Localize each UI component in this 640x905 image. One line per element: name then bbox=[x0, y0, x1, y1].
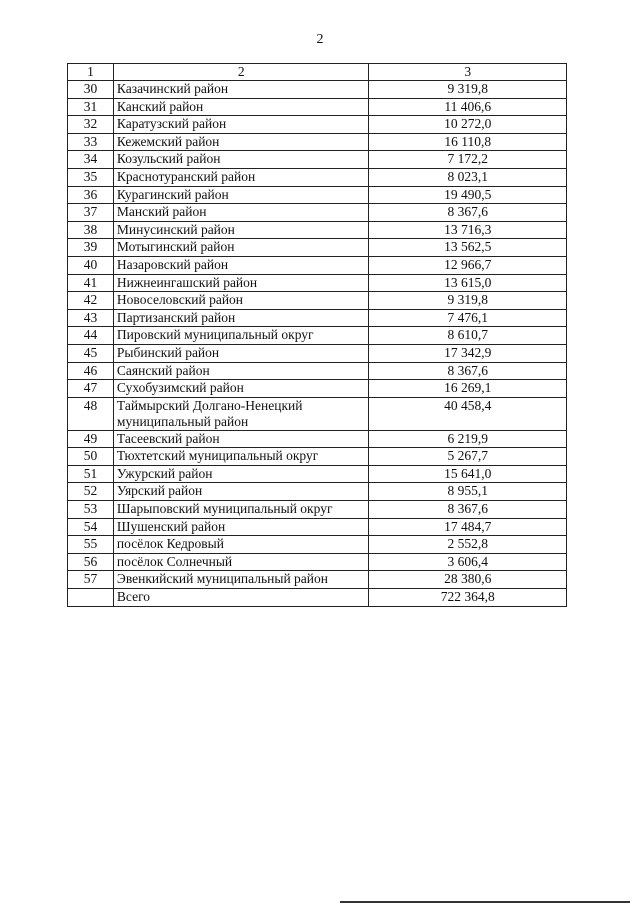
row-value: 13 716,3 bbox=[369, 221, 567, 239]
row-number: 33 bbox=[68, 133, 114, 151]
row-number: 43 bbox=[68, 309, 114, 327]
row-number: 41 bbox=[68, 274, 114, 292]
row-number: 56 bbox=[68, 553, 114, 571]
row-value: 10 272,0 bbox=[369, 116, 567, 134]
row-number: 50 bbox=[68, 448, 114, 466]
table-row bbox=[68, 98, 567, 116]
row-name: Новоселовский район bbox=[113, 292, 369, 310]
row-name: Тасеевский район bbox=[113, 430, 369, 448]
row-value: 3 606,4 bbox=[369, 553, 567, 571]
row-number: 53 bbox=[68, 501, 114, 519]
row-value: 8 610,7 bbox=[369, 327, 567, 345]
row-name: посёлок Солнечный bbox=[113, 553, 369, 571]
row-name: Уярский район bbox=[113, 483, 369, 501]
table-row bbox=[68, 116, 567, 134]
row-number: 38 bbox=[68, 221, 114, 239]
table-row bbox=[68, 168, 567, 186]
table-row bbox=[68, 239, 567, 257]
table-row bbox=[68, 151, 567, 169]
row-value: 17 342,9 bbox=[369, 344, 567, 362]
row-name: Нижнеингашский район bbox=[113, 274, 369, 292]
row-value: 8 023,1 bbox=[369, 168, 567, 186]
row-value: 9 319,8 bbox=[369, 292, 567, 310]
row-name: Шушенский район bbox=[113, 518, 369, 536]
data-table bbox=[67, 63, 567, 607]
row-name: Манский район bbox=[113, 204, 369, 222]
row-number: 45 bbox=[68, 344, 114, 362]
row-name: Ужурский район bbox=[113, 465, 369, 483]
row-number: 52 bbox=[68, 483, 114, 501]
table-row bbox=[68, 344, 567, 362]
row-value: 12 966,7 bbox=[369, 256, 567, 274]
row-number: 31 bbox=[68, 98, 114, 116]
table-row bbox=[68, 274, 567, 292]
row-value: 8 367,6 bbox=[369, 362, 567, 380]
row-value: 28 380,6 bbox=[369, 571, 567, 589]
row-value: 8 955,1 bbox=[369, 483, 567, 501]
table-row bbox=[68, 292, 567, 310]
row-number: 30 bbox=[68, 81, 114, 99]
row-number: 51 bbox=[68, 465, 114, 483]
row-number: 46 bbox=[68, 362, 114, 380]
table-row bbox=[68, 536, 567, 554]
table-row bbox=[68, 327, 567, 345]
table-row bbox=[68, 309, 567, 327]
row-name: Тюхтетский муниципальный округ bbox=[113, 448, 369, 466]
table-row bbox=[68, 483, 567, 501]
table-row bbox=[68, 430, 567, 448]
row-number: 34 bbox=[68, 151, 114, 169]
row-name: Сухобузимский район bbox=[113, 380, 369, 398]
header-col-1: 1 bbox=[68, 64, 114, 81]
table-row bbox=[68, 571, 567, 589]
row-name: Мотыгинский район bbox=[113, 239, 369, 257]
row-number: 40 bbox=[68, 256, 114, 274]
row-value: 16 269,1 bbox=[369, 380, 567, 398]
row-name: Шарыповский муниципальный округ bbox=[113, 501, 369, 519]
table-row bbox=[68, 518, 567, 536]
table-row bbox=[68, 397, 567, 430]
row-number: 32 bbox=[68, 116, 114, 134]
table-row bbox=[68, 81, 567, 99]
row-number: 42 bbox=[68, 292, 114, 310]
row-value: 17 484,7 bbox=[369, 518, 567, 536]
row-value: 13 562,5 bbox=[369, 239, 567, 257]
header-col-3: 3 bbox=[369, 64, 567, 81]
row-value: 11 406,6 bbox=[369, 98, 567, 116]
row-number: 36 bbox=[68, 186, 114, 204]
row-value: 9 319,8 bbox=[369, 81, 567, 99]
row-value: 40 458,4 bbox=[369, 397, 567, 430]
row-number bbox=[68, 589, 114, 607]
row-value: 8 367,6 bbox=[369, 501, 567, 519]
row-name: Назаровский район bbox=[113, 256, 369, 274]
row-number: 44 bbox=[68, 327, 114, 345]
row-name: Краснотуранский район bbox=[113, 168, 369, 186]
row-value: 722 364,8 bbox=[369, 589, 567, 607]
row-number: 37 bbox=[68, 204, 114, 222]
row-number: 39 bbox=[68, 239, 114, 257]
table-row bbox=[68, 553, 567, 571]
row-number: 47 bbox=[68, 380, 114, 398]
row-name: Саянский район bbox=[113, 362, 369, 380]
table-row bbox=[68, 448, 567, 466]
row-name: Рыбинский район bbox=[113, 344, 369, 362]
footer-line bbox=[340, 901, 630, 903]
row-name: Всего bbox=[113, 589, 369, 607]
row-number: 55 bbox=[68, 536, 114, 554]
row-number: 35 bbox=[68, 168, 114, 186]
table-total-row bbox=[68, 589, 567, 607]
table-row bbox=[68, 186, 567, 204]
table-row bbox=[68, 204, 567, 222]
row-name: Кежемский район bbox=[113, 133, 369, 151]
row-name: Таймырский Долгано-Ненецкий муниципальный район bbox=[113, 397, 369, 430]
row-name: Каратузский район bbox=[113, 116, 369, 134]
table-row bbox=[68, 133, 567, 151]
row-name: Минусинский район bbox=[113, 221, 369, 239]
table-body bbox=[68, 81, 567, 607]
row-name: Курагинский район bbox=[113, 186, 369, 204]
table-row bbox=[68, 465, 567, 483]
table-row bbox=[68, 221, 567, 239]
row-value: 15 641,0 bbox=[369, 465, 567, 483]
row-number: 48 bbox=[68, 397, 114, 430]
row-value: 6 219,9 bbox=[369, 430, 567, 448]
row-number: 49 bbox=[68, 430, 114, 448]
row-name: Пировский муниципальный округ bbox=[113, 327, 369, 345]
header-col-2: 2 bbox=[113, 64, 369, 81]
row-value: 7 476,1 bbox=[369, 309, 567, 327]
row-value: 13 615,0 bbox=[369, 274, 567, 292]
table-row bbox=[68, 501, 567, 519]
row-value: 2 552,8 bbox=[369, 536, 567, 554]
row-value: 16 110,8 bbox=[369, 133, 567, 151]
row-value: 19 490,5 bbox=[369, 186, 567, 204]
row-value: 5 267,7 bbox=[369, 448, 567, 466]
page-number: 2 bbox=[316, 32, 324, 47]
row-name: Партизанский район bbox=[113, 309, 369, 327]
row-name: Канский район bbox=[113, 98, 369, 116]
table-row bbox=[68, 380, 567, 398]
row-name: Козульский район bbox=[113, 151, 369, 169]
table-row bbox=[68, 256, 567, 274]
table-header-row bbox=[68, 64, 567, 81]
row-name: Эвенкийский муниципальный район bbox=[113, 571, 369, 589]
row-name: Казачинский район bbox=[113, 81, 369, 99]
row-value: 8 367,6 bbox=[369, 204, 567, 222]
row-value: 7 172,2 bbox=[369, 151, 567, 169]
row-number: 57 bbox=[68, 571, 114, 589]
row-name: посёлок Кедровый bbox=[113, 536, 369, 554]
table-row bbox=[68, 362, 567, 380]
row-number: 54 bbox=[68, 518, 114, 536]
